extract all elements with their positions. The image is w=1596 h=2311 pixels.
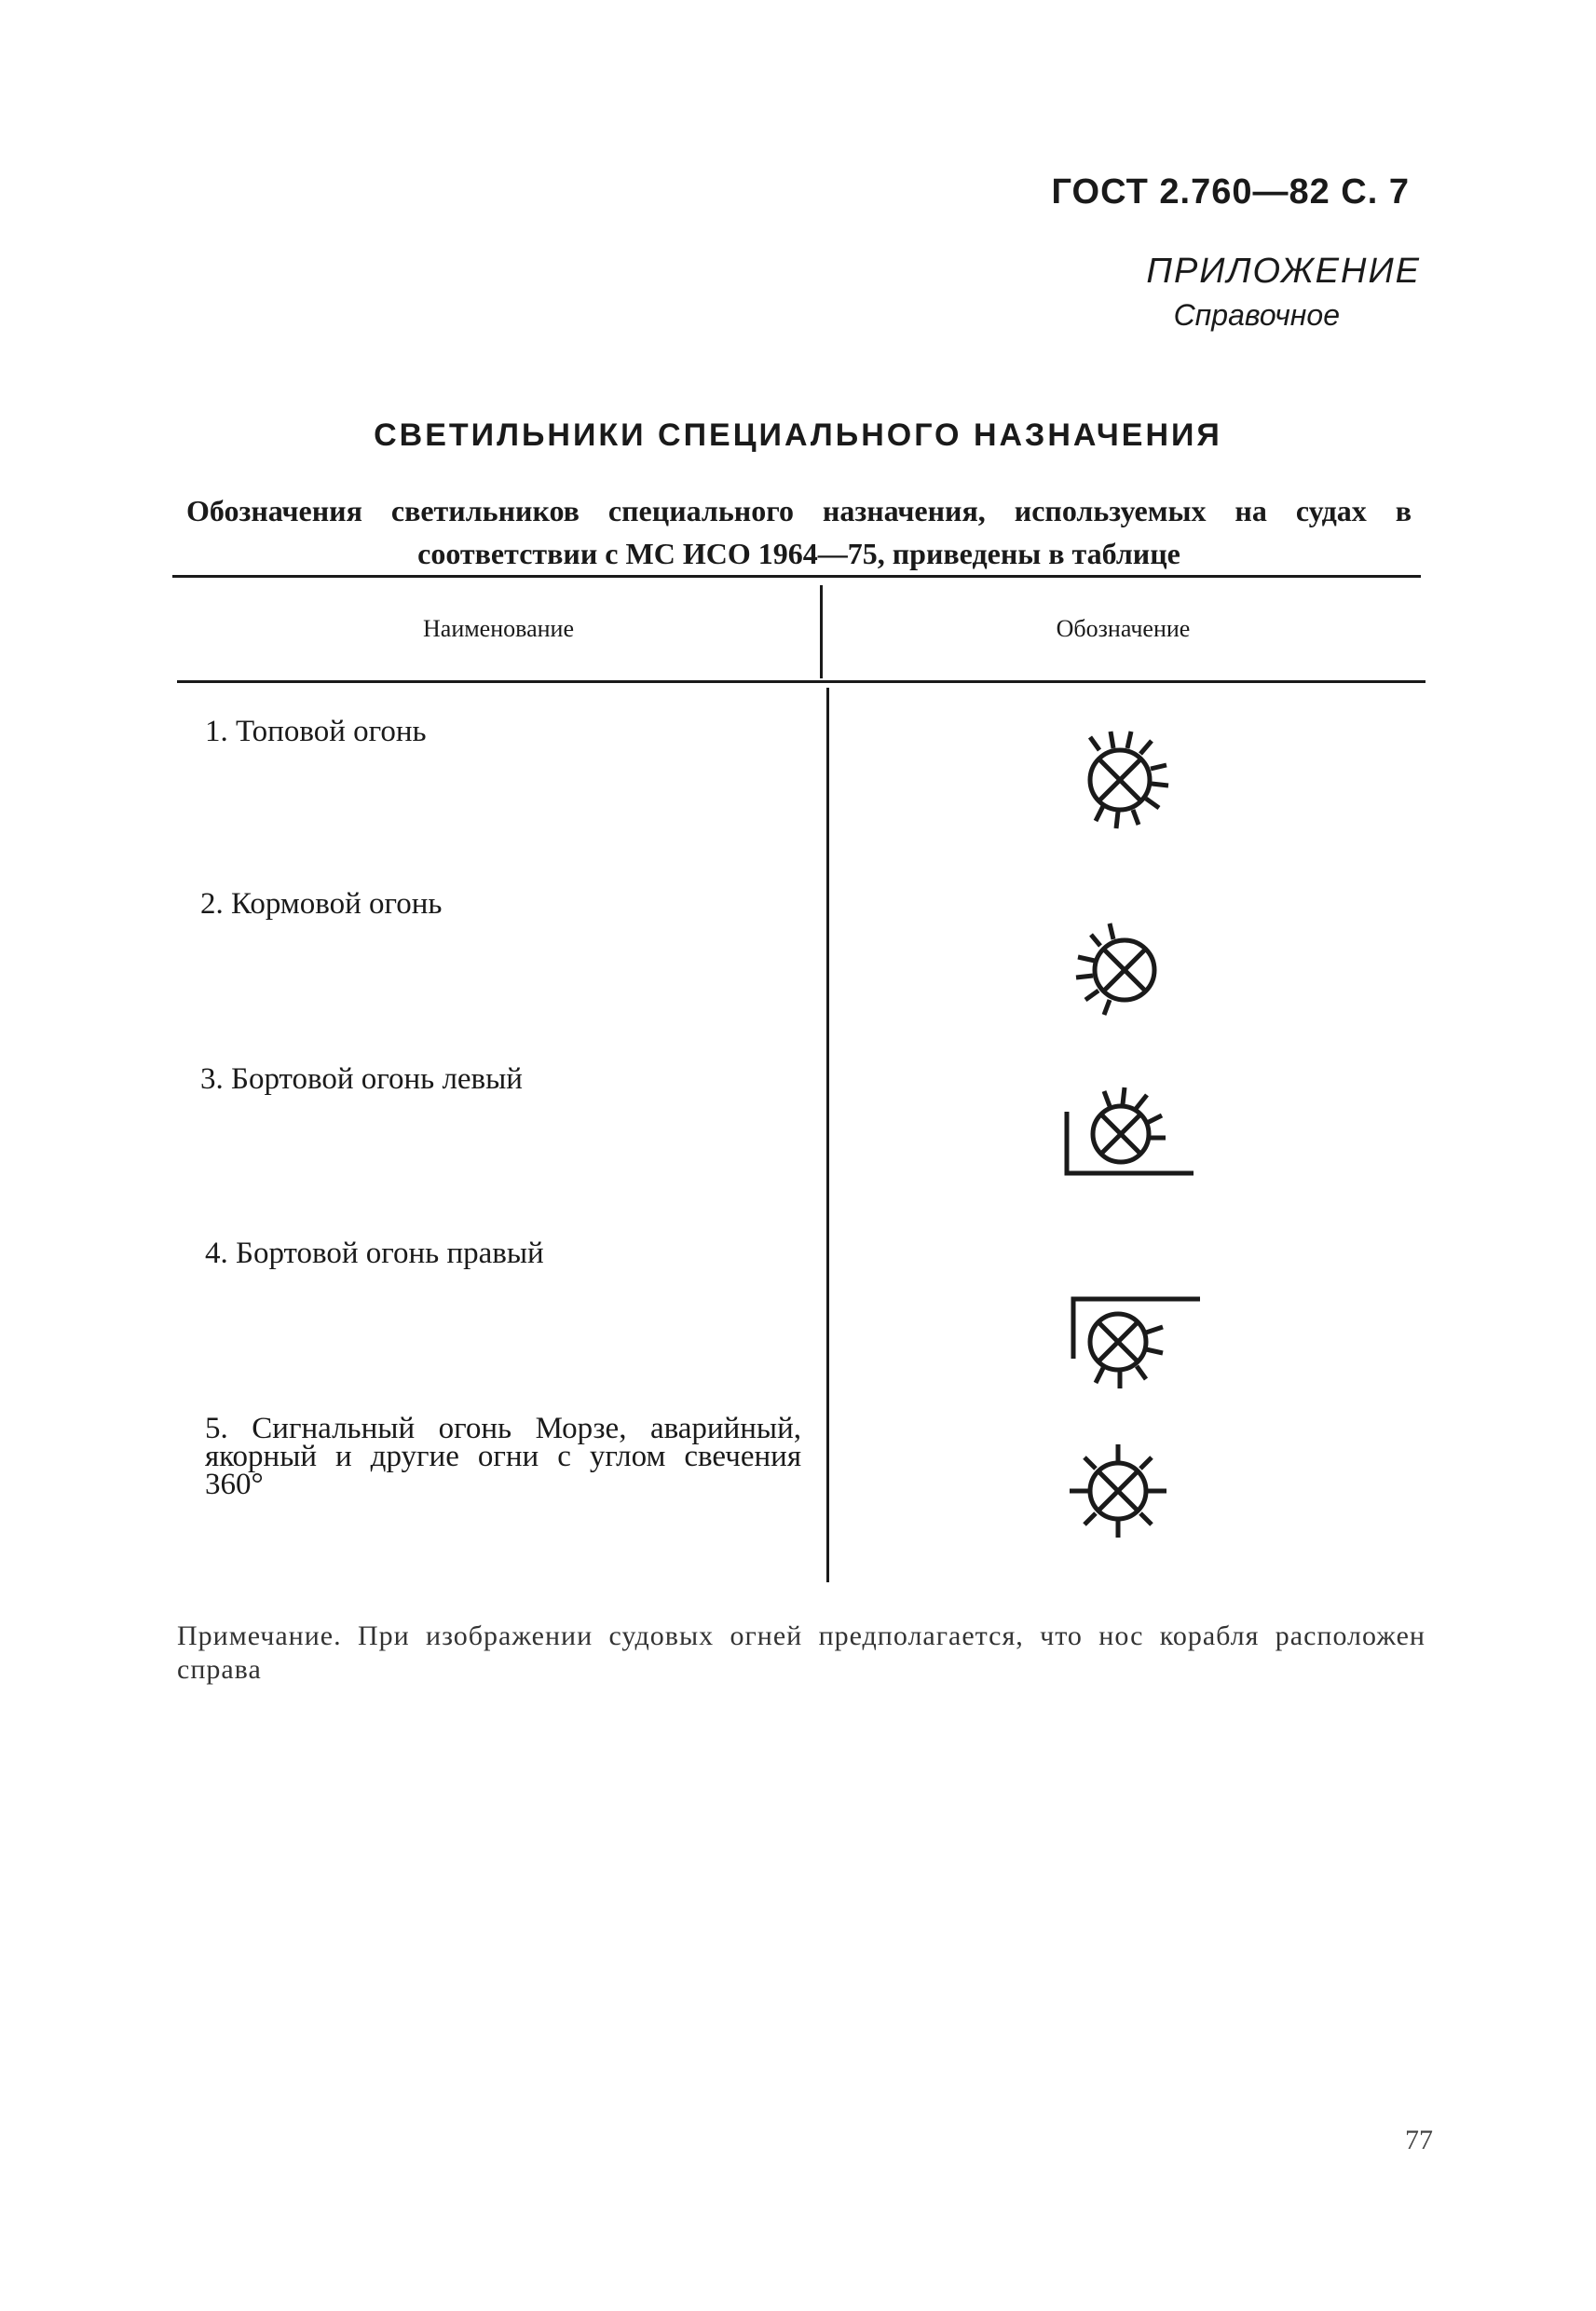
table-row-name: 2. Кормовой огонь — [200, 887, 443, 921]
table-top-rule — [172, 575, 1421, 578]
table-row-name: 1. Топовой огонь — [205, 715, 427, 748]
table-row-name: 4. Бортовой огонь правый — [205, 1237, 544, 1270]
starboard-side-light-symbol — [1062, 1286, 1211, 1398]
intro-text: Обозначения светильников специального назначения, используемых на судах в соответствии с МС ИСО 1964—75, приведены в таблице — [186, 494, 1412, 570]
column-header-symbol: Обозначение — [1056, 615, 1191, 642]
appendix-type: Справочное — [1173, 298, 1340, 332]
column-header-name: Наименование — [423, 615, 574, 642]
table-row-name: 3. Бортовой огонь левый — [200, 1062, 523, 1096]
stern-light-symbol — [1057, 909, 1188, 1030]
port-side-light-symbol — [1057, 1076, 1207, 1188]
table-note: Примечание. При изображении судовых огней предполагается, что нос корабля расположен справа — [177, 1620, 1425, 1685]
body-column-divider — [826, 688, 829, 1582]
page-title: СВЕТИЛЬНИКИ СПЕЦИАЛЬНОГО НАЗНАЧЕНИЯ — [374, 417, 1222, 453]
table-header-rule — [177, 680, 1425, 683]
appendix-label: ПРИЛОЖЕНИЕ — [1146, 252, 1421, 291]
standard-header: ГОСТ 2.760—82 С. 7 — [1051, 172, 1410, 212]
masthead-light-symbol — [1062, 722, 1193, 853]
all-round-light-symbol — [1053, 1426, 1183, 1556]
page-number: 77 — [1405, 2125, 1433, 2155]
table-row-name: 5. Сигнальный огонь Морзе, аварийный, якорный и другие огни с углом свечения 360° — [205, 1412, 801, 1501]
